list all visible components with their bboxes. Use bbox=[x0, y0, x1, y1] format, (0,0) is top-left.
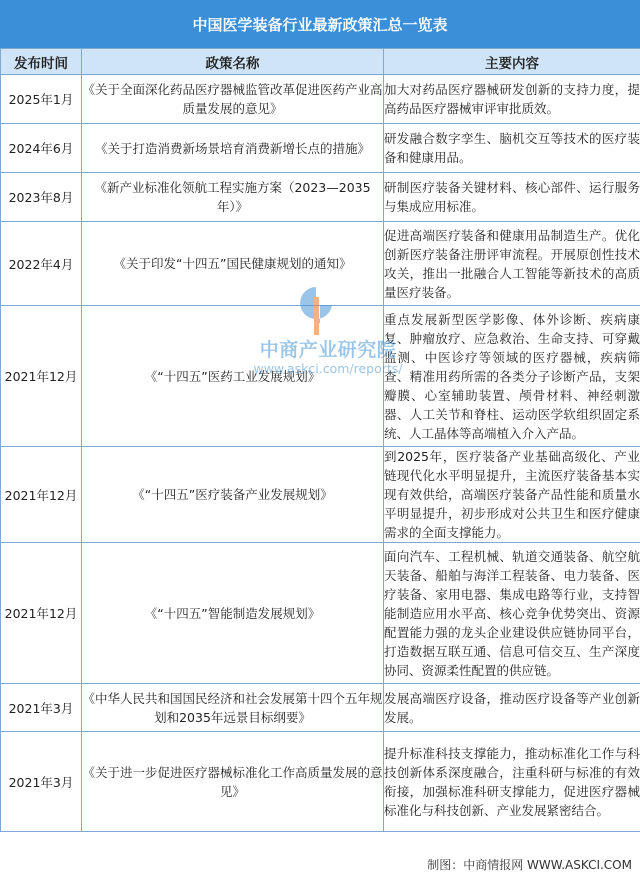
source-footer: 制图：中商情报网 WWW.ASKCI.COM bbox=[427, 857, 632, 872]
cell-policy-name: 《“十四五”医疗装备产业发展规划》 bbox=[82, 447, 384, 543]
header-row bbox=[1, 49, 640, 75]
table-row bbox=[1, 447, 640, 543]
cell-policy-name: 《中华人民共和国国民经济和社会发展第十四个五年规划和2035年远景目标纲要》 bbox=[82, 684, 384, 732]
cell-content: 研制医疗装备关键材料、核心部件、运行服务与集成应用标准。 bbox=[384, 173, 640, 222]
column-header-name: 政策名称 bbox=[82, 49, 384, 75]
cell-policy-name: 《新产业标准化领航工程实施方案（2023—2035年）》 bbox=[82, 173, 384, 222]
table-row bbox=[1, 732, 640, 832]
cell-content: 提升标准科技支撑能力，推动标准化工作与科技创新体系深度融合，注重科研与标准的有效衔接，加强标准科研支撑能力，促进医疗器械标准化与科技创新、产业发展紧密结合。 bbox=[384, 732, 640, 832]
table-row bbox=[1, 684, 640, 732]
cell-content: 研发融合数字孪生、脑机交互等技术的医疗装备和健康用品。 bbox=[384, 124, 640, 173]
table-title: 中国医学装备行业最新政策汇总一览表 bbox=[0, 0, 640, 48]
cell-policy-name: 《“十四五”医药工业发展规划》 bbox=[82, 306, 384, 447]
table-row bbox=[1, 173, 640, 222]
cell-date: 2022年4月 bbox=[1, 222, 82, 306]
cell-date: 2021年12月 bbox=[1, 543, 82, 684]
cell-policy-name: 《关于进一步促进医疗器械标准化工作高质量发展的意见》 bbox=[82, 732, 384, 832]
cell-policy-name: 《“十四五”智能制造发展规划》 bbox=[82, 543, 384, 684]
cell-content: 加大对药品医疗器械研发创新的支持力度，提高药品医疗器械审评审批质效。 bbox=[384, 75, 640, 124]
watermark-name: 中商产业研究院 bbox=[259, 339, 397, 361]
cell-content: 面向汽车、工程机械、轨道交通装备、航空航天装备、船舶与海洋工程装备、电力装备、医疗装备、家用电器、集成电路等行业，支持智能制造应用水平高、核心竞争优势突出、资源配置能力强的龙头企业建设供应链协同平台，打造数据互联互通、信息可信交互、生产深度协同、资源柔性配置的供应链。 bbox=[384, 543, 640, 684]
cell-policy-name: 《关于印发“十四五”国民健康规划的通知》 bbox=[82, 222, 384, 306]
cell-date: 2025年1月 bbox=[1, 75, 82, 124]
column-header-date: 发布时间 bbox=[1, 49, 82, 75]
cell-content: 到2025年，医疗装备产业基础高级化、产业链现代化水平明显提升，主流医疗装备基本实现有效供给，高端医疗装备产品性能和质量水平明显提升，初步形成对公共卫生和医疗健康需求的全面支撑能力。 bbox=[384, 447, 640, 543]
cell-policy-name: 《关于全面深化药品医疗器械监管改革促进医药产业高质量发展的意见》 bbox=[82, 75, 384, 124]
watermark-url: www.askci.com/reports/ bbox=[253, 361, 403, 376]
table-row bbox=[1, 222, 640, 306]
cell-date: 2024年6月 bbox=[1, 124, 82, 173]
cell-date: 2021年12月 bbox=[1, 447, 82, 543]
table-row bbox=[1, 306, 640, 447]
cell-content: 发展高端医疗设备，推动医疗设备等产业创新发展。 bbox=[384, 684, 640, 732]
cell-content: 促进高端医疗装备和健康用品制造生产。优化创新医疗装备注册评审流程。开展原创性技术攻关，推出一批融合人工智能等新技术的高质量医疗装备。 bbox=[384, 222, 640, 306]
table-row bbox=[1, 124, 640, 173]
cell-date: 2021年3月 bbox=[1, 732, 82, 832]
cell-content: 重点发展新型医学影像、体外诊断、疾病康复、肿瘤放疗、应急救治、生命支持、可穿戴监测、中医诊疗等领域的医疗器械，疾病筛查、精准用药所需的各类分子诊断产品，支架瓣膜、心室辅助装置、颅骨材料、神经刺激器、人工关节和脊柱、运动医学软组织固定系统、人工晶体等高端植入介入产品。 bbox=[384, 306, 640, 447]
table-row bbox=[1, 543, 640, 684]
cell-policy-name: 《关于打造消费新场景培育消费新增长点的措施》 bbox=[82, 124, 384, 173]
policy-table bbox=[0, 48, 640, 832]
column-header-content: 主要内容 bbox=[384, 49, 640, 75]
cell-date: 2021年12月 bbox=[1, 306, 82, 447]
table-row bbox=[1, 75, 640, 124]
cell-date: 2023年8月 bbox=[1, 173, 82, 222]
cell-date: 2021年3月 bbox=[1, 684, 82, 732]
